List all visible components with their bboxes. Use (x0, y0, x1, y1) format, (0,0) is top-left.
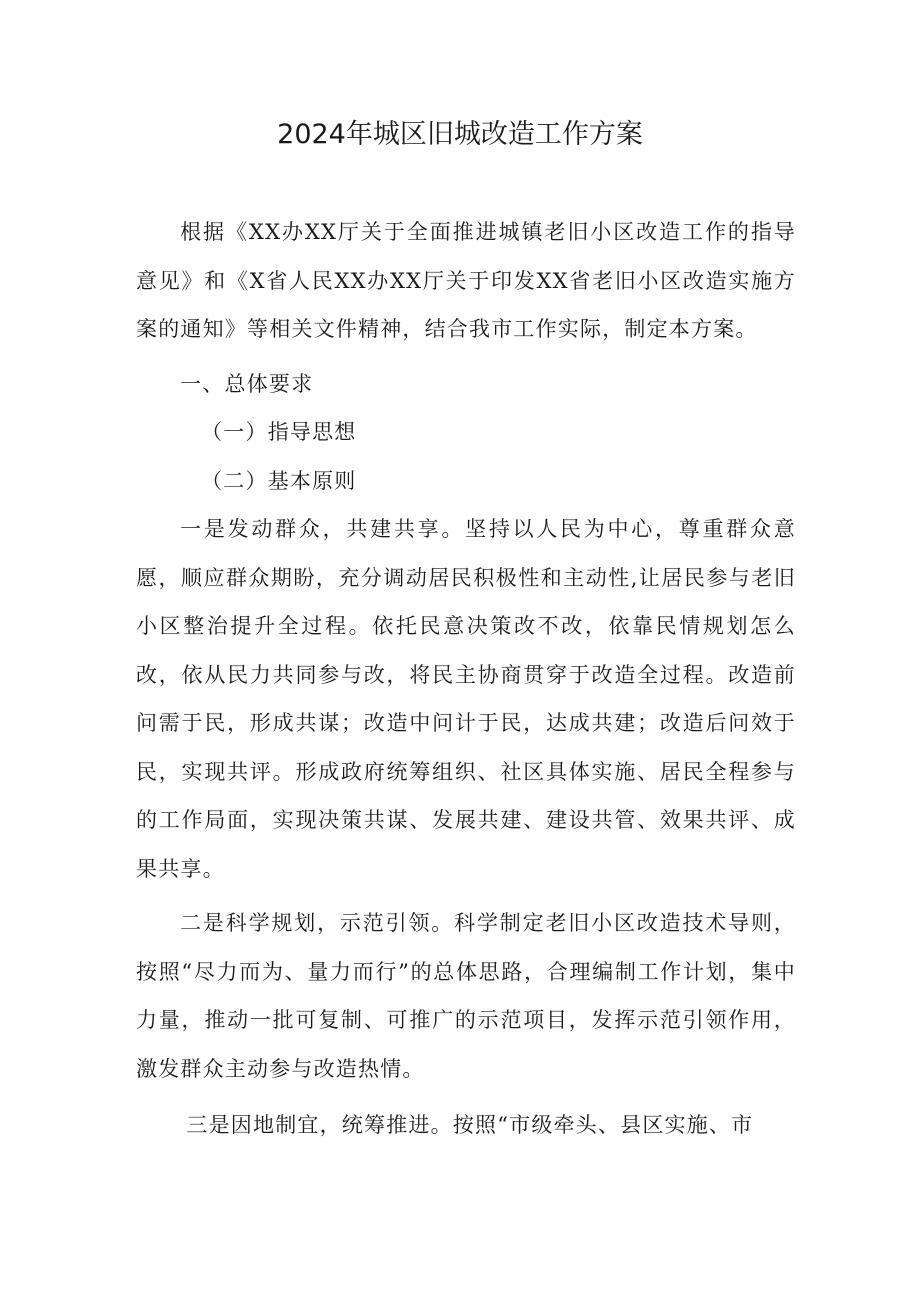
document-title: 2024年城区旧城改造工作方案 (277, 119, 643, 150)
section-heading: 一、总体要求 (180, 371, 314, 396)
subsection-heading-basic-principles: （二）基本原则 (201, 468, 357, 493)
principle-paragraph-3: 三是因地制宜，统筹推进。按照“市级牵头、县区实施、市 (186, 1113, 754, 1137)
document-body (136, 208, 796, 1150)
principle-paragraph-1: 一是发动群众，共建共享。坚持以人民为中心，尊重群众意愿，顺应群众期盼，充分调动居民积极性和主动性,让居民参与老旧小区整治提升全过程。依托民意决策改不改，依靠民情规划怎么改，依从民力共同参与改，将民主协商贯穿于改造全过程。改造前问需于民，形成共谋；改造中问计于民，达成共建；改造后问效于民，实现共评。形成政府统筹组织、社区具体实施、居民全程参与的工作局面，实现决策共谋、发展共建、建设共管、效果共评、成果共享。 (136, 517, 796, 881)
subsection-heading-guiding-ideology: （一）指导思想 (201, 420, 357, 444)
intro-paragraph: 根据《XX办XX厅关于全面推进城镇老旧小区改造工作的指导意见》和《X省人民XX办XX厅关于印发XX省老旧小区改造实施方案的通知》等相关文件精神，结合我市工作实际，制定本方案。 (136, 220, 796, 341)
principle-paragraph-2: 二是科学规划，示范引领。科学制定老旧小区改造技术导则，按照“尽力而为、量力而行”的总体思路，合理编制工作计划，集中力量，推动一批可复制、可推广的示范项目，发挥示范引领作用，激发群众主动参与改造热情。 (136, 911, 796, 1081)
